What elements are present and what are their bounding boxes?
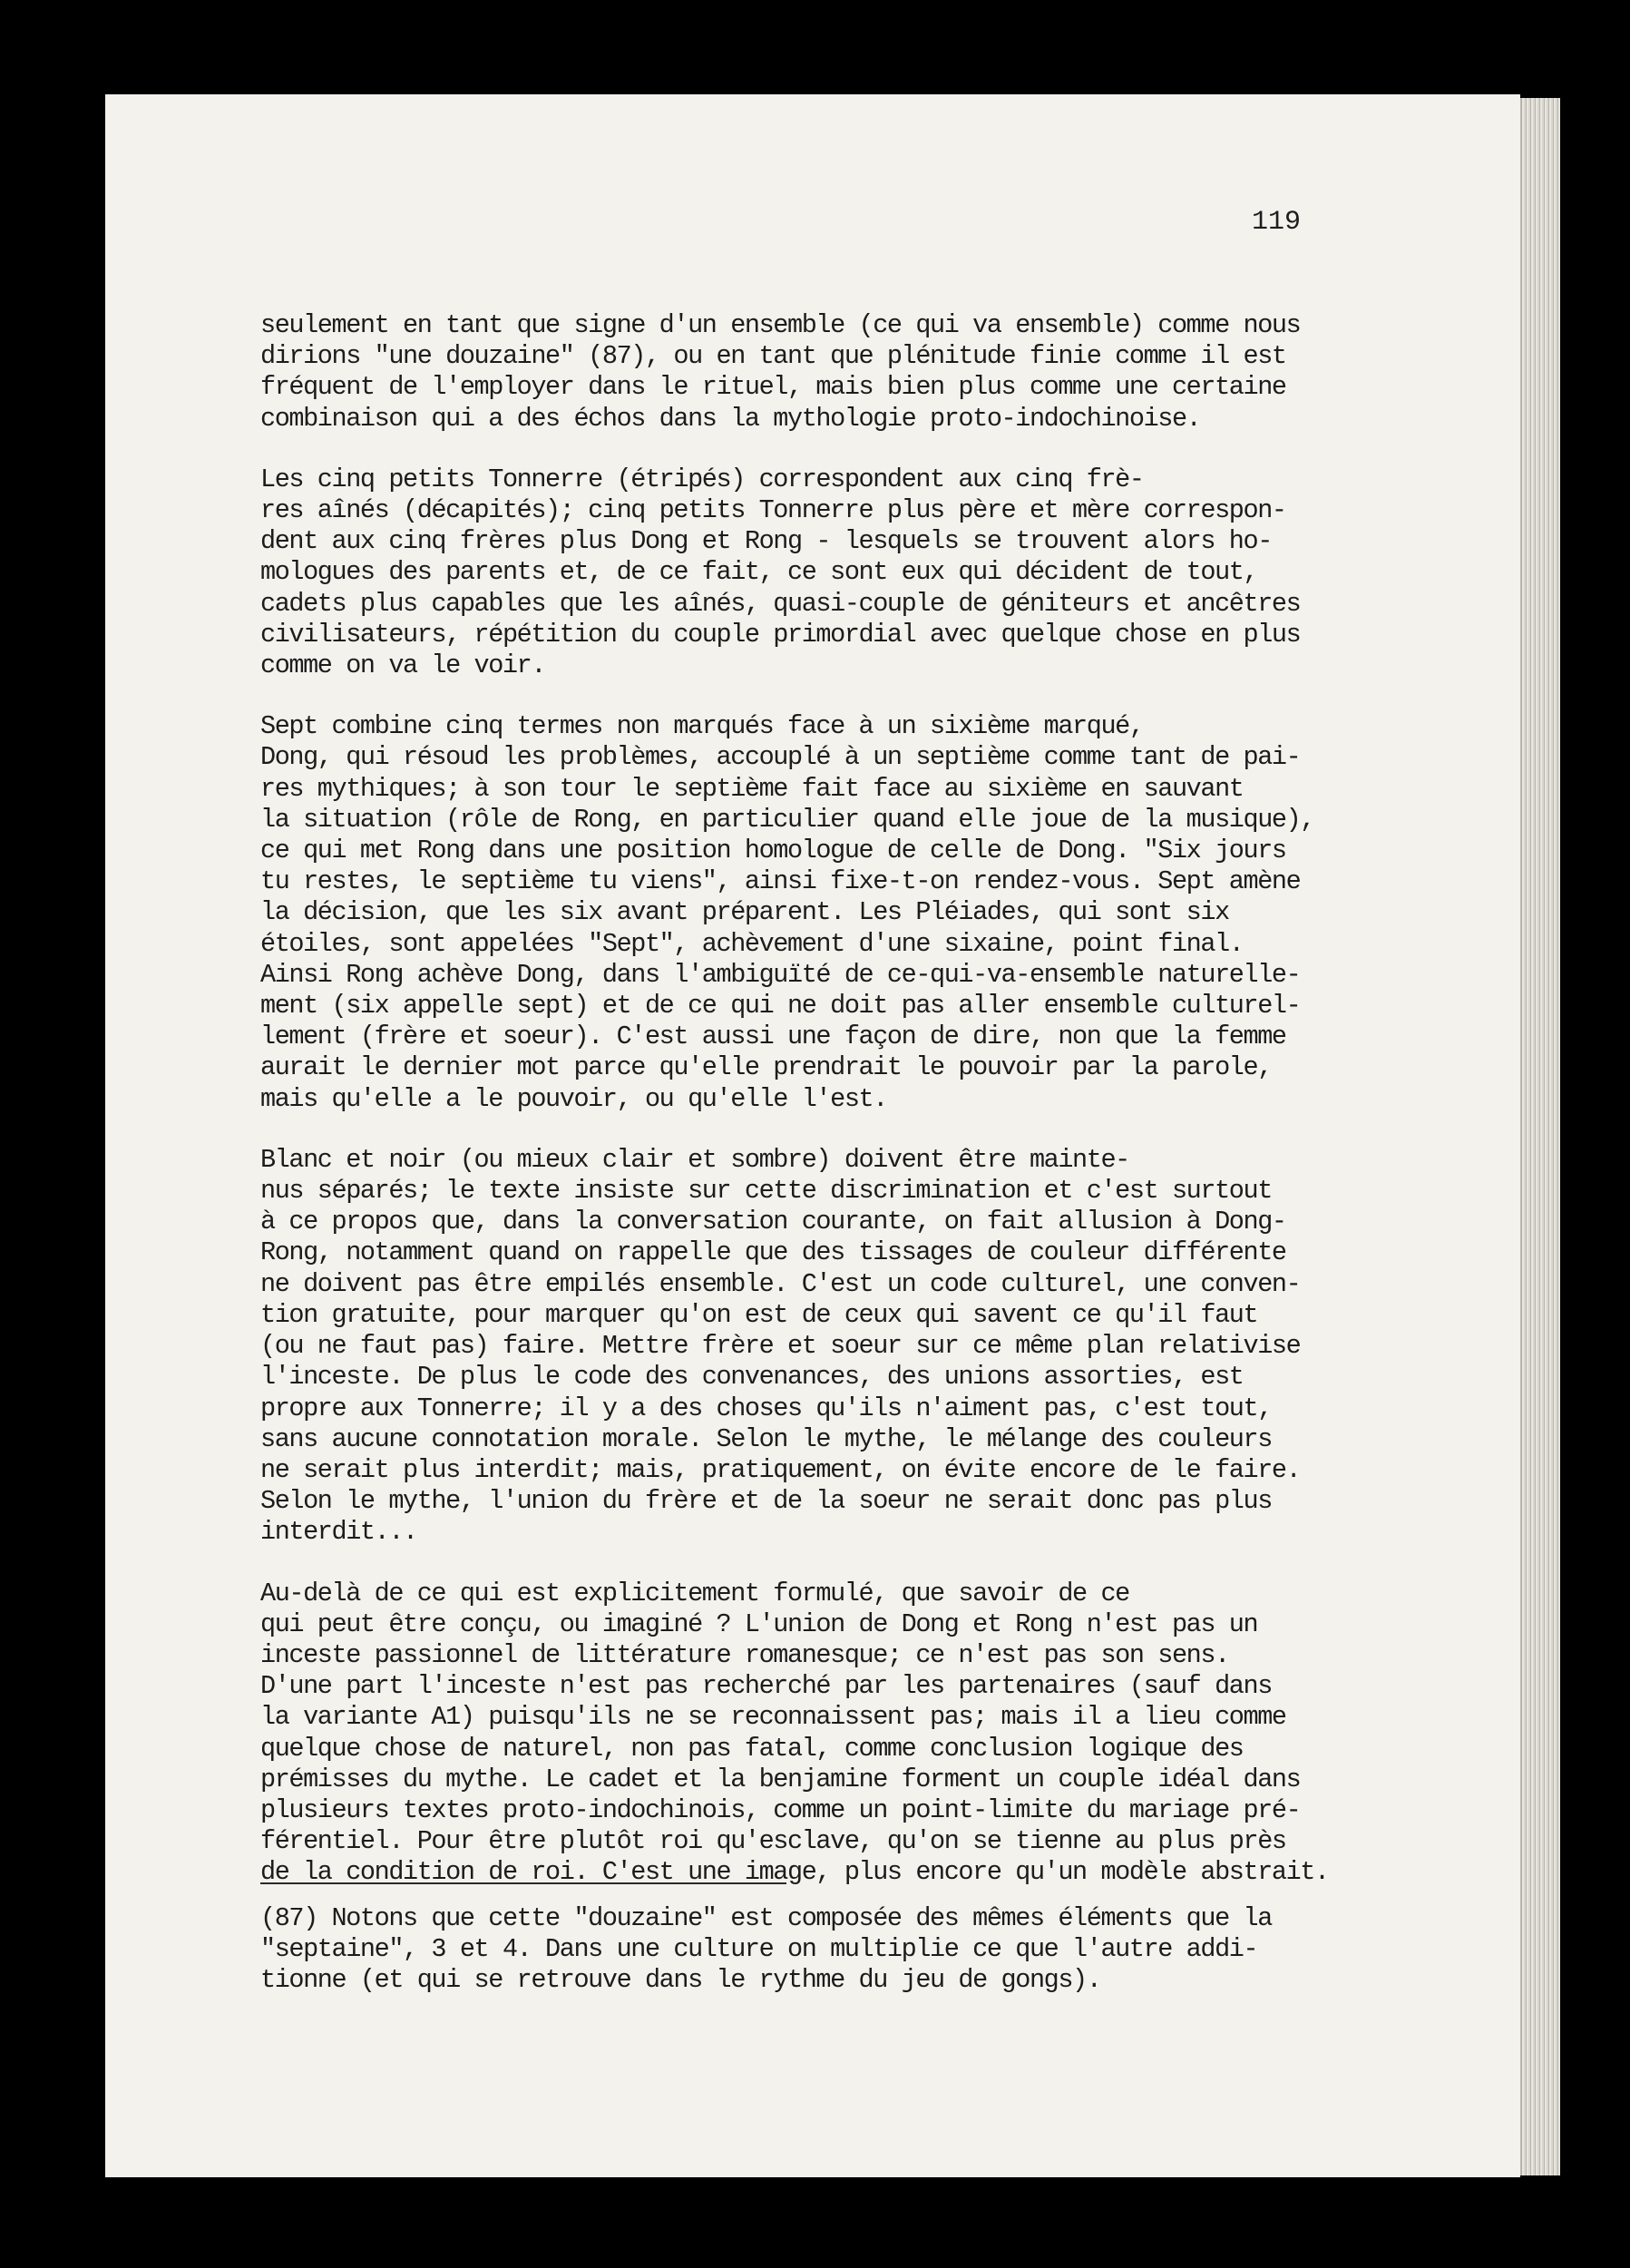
page-number: 119 bbox=[1252, 207, 1302, 238]
footnote-87: (87) Notons que cette "douzaine" est composée des mêmes éléments que la "septaine", 3 et 4. Dans une culture on multiplie ce que l'autre addi- tionne (et qui se retrouve dans le rythme du jeu de gongs). bbox=[260, 1903, 1272, 1996]
paragraph-5: Au-delà de ce qui est explicitement formulé, que savoir de ce qui peut être conçu, ou imaginé ? L'union de Dong et Rong n'est pas un inceste passionnel de littérature romanesque; ce n'est pas son sens. D'une part l'inceste n'est pas recherché par les partenaires (sauf dans la variante A1) puisqu'ils ne se reconnaissent pas; mais il a lieu comme quelque chose de naturel, non pas fatal, comme conclusion logique des prémisses du mythe. Le cadet et la benjamine forment un couple idéal dans plusieurs textes proto-indochinois, comme un point-limite du mariage pré- férentiel. Pour être plutôt roi qu'esclave, qu'on se tienne au plus près de la condition de roi. C'est une image, plus encore qu'un modèle abstrait. bbox=[260, 1578, 1329, 1888]
paragraph-2: Les cinq petits Tonnerre (étripés) correspondent aux cinq frè- res aînés (décapités); cinq petits Tonnerre plus père et mère correspon- dent aux cinq frères plus Dong et Rong - lesquels se trouvent alors ho- mologues des parents et, de ce fait, ce sont eux qui décident de tout, cadets plus capables que les aînés, quasi-couple de géniteurs et ancêtres civilisateurs, répétition du couple primordial avec quelque chose en plus comme on va le voir. bbox=[260, 464, 1301, 681]
body-text bbox=[260, 310, 1376, 1889]
paragraph-4: Blanc et noir (ou mieux clair et sombre) doivent être mainte- nus séparés; le texte insiste sur cette discrimination et c'est surtout à ce propos que, dans la conversation courante, on fait allusion à Dong- Rong, notamment quand on rappelle que des tissages de couleur différente ne doivent pas être empilés ensemble. C'est un code culturel, une conven- tion gratuite, pour marquer qu'on est de ceux qui savent ce qu'il faut (ou ne faut pas) faire. Mettre frère et soeur sur ce même plan relativise l'inceste. De plus le code des convenances, des unions assorties, est propre aux Tonnerre; il y a des choses qu'ils n'aiment pas, c'est tout, sans aucune connotation morale. Selon le mythe, le mélange des couleurs ne serait plus interdit; mais, pratiquement, on évite encore de le faire. Selon le mythe, l'union du frère et de la soeur ne serait donc pas plus interdit... bbox=[260, 1144, 1301, 1548]
page-stack-edge bbox=[1515, 98, 1560, 2175]
paragraph-1: seulement en tant que signe d'un ensemble (ce qui va ensemble) comme nous dirions "une douzaine" (87), ou en tant que plénitude finie comme il est fréquent de l'employer dans le rituel, mais bien plus comme une certaine combinaison qui a des échos dans la mythologie proto-indochinoise. bbox=[260, 310, 1301, 434]
footnote-separator bbox=[260, 1882, 786, 1884]
paragraph-3: Sept combine cinq termes non marqués face à un sixième marqué, Dong, qui résoud les problèmes, accouplé à un septième comme tant de pai- res mythiques; à son tour le septième fait face au sixième en sauvant la situation (rôle de Rong, en particulier quand elle joue de la musique), ce qui met Rong dans une position homologue de celle de Dong. "Six jours tu restes, le septième tu viens", ainsi fixe-t-on rendez-vous. Sept amène la décision, que les six avant préparent. Les Pléiades, qui sont six étoiles, sont appelées "Sept", achèvement d'une sixaine, point final. Ainsi Rong achève Dong, dans l'ambiguïté de ce-qui-va-ensemble naturelle- ment (six appelle sept) et de ce qui ne doit pas aller ensemble culturel- lement (frère et soeur). C'est aussi une façon de dire, non que la femme aurait le dernier mot parce qu'elle prendrait le pouvoir par la parole, mais qu'elle a le pouvoir, ou qu'elle l'est. bbox=[260, 711, 1315, 1114]
